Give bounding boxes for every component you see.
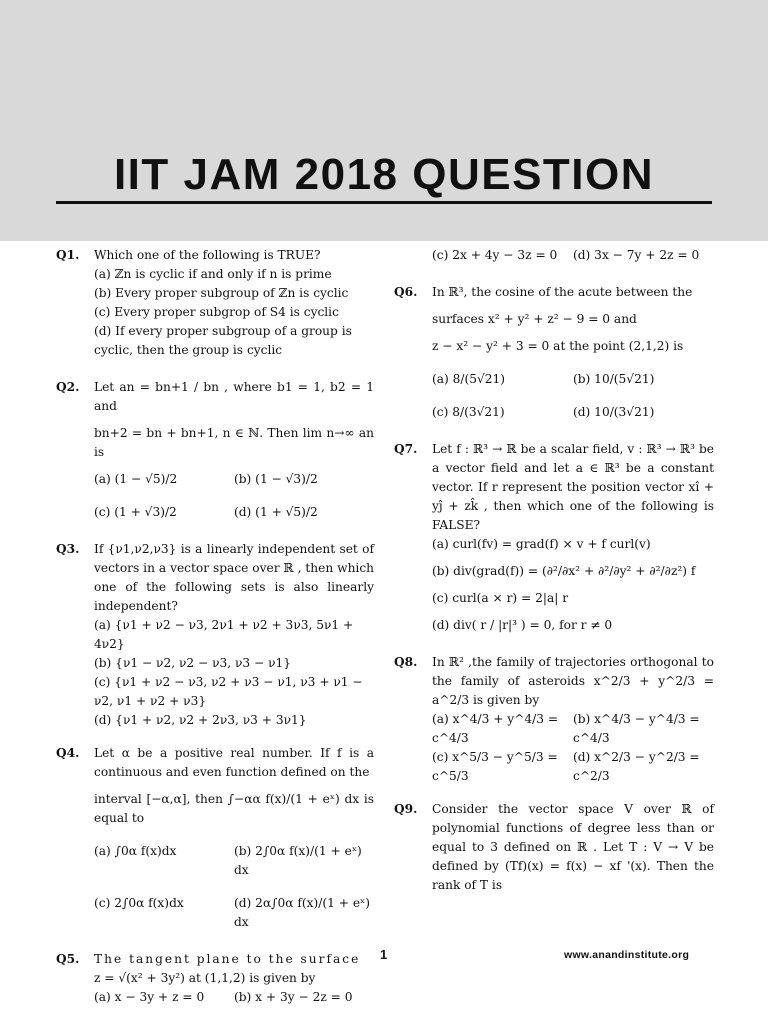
option-a: (a) {ν1 + ν2 − ν3, 2ν1 + ν2 + 3ν3, 5ν1 + 4ν2}: [94, 618, 354, 651]
question-number: Q8.: [394, 655, 418, 669]
options-row: [94, 503, 374, 522]
options-row: [432, 246, 714, 265]
option-a: (a) 8/(5√21): [432, 372, 506, 386]
option-a: (a) curl(fv) = grad(f) × v + f curl(v): [432, 537, 651, 551]
option-a: (a) x^4/3 + y^4/3 = c^4/3: [432, 712, 559, 745]
option-c: (c) {ν1 + ν2 − ν3, ν2 + ν3 − ν1, ν3 + ν1 − ν2, ν1 + ν2 + ν3}: [94, 675, 363, 708]
question-stem: Consider the vector space V over ℝ of polynomial functions of degree less than or equal to 3 defined on ℝ . Let T : V → V be defined by (Tf)(x) = f(x) − xf '(x). Then the rank of T is: [432, 802, 714, 892]
options-row: [94, 894, 374, 932]
option-b: (b) x^4/3 − y^4/3 = c^4/3: [573, 712, 700, 745]
question-8: [394, 653, 714, 786]
option-a: (a) x − 3y + z = 0: [94, 990, 205, 1004]
question-stem: In ℝ³, the cosine of the acute between the: [432, 285, 693, 299]
question-stem: Let an = bn+1 / bn , where b1 = 1, b2 = 1 and: [94, 380, 374, 413]
question-1: [56, 246, 374, 360]
website-url: www.anandinstitute.org: [564, 949, 690, 961]
option-d: (d) div( r / |r|³ ) = 0, for r ≠ 0: [432, 618, 613, 632]
title-rule: [56, 201, 712, 204]
question-stem-cont: interval [−α,α], then ∫−αα f(x)/(1 + eˣ) dx is equal to: [94, 792, 374, 825]
option-c: (c) 2x + 4y − 3z = 0: [432, 248, 558, 262]
option-c: (c) (1 + √3)/2: [94, 505, 177, 519]
option-c: (c) 8/(3√21): [432, 405, 505, 419]
page-number: 1: [380, 947, 388, 962]
option-a: (a) ℤn is cyclic if and only if n is prime: [94, 267, 332, 281]
options-row: [432, 748, 714, 786]
question-5: [56, 950, 374, 1007]
question-3: [56, 540, 374, 730]
header-band: [0, 0, 768, 241]
question-stem: Let α be a positive real number. If f is a continuous and even function defined on the: [94, 746, 374, 779]
question-stem: The tangent plane to the surface: [94, 952, 361, 966]
question-5-continued: [394, 246, 714, 265]
question-number: Q7.: [394, 442, 418, 456]
options-row: [94, 988, 374, 1007]
option-d: (d) {ν1 + ν2, ν2 + 2ν3, ν3 + 3ν1}: [94, 713, 307, 727]
options-row: [432, 403, 714, 422]
option-b: (b) div(grad(f)) = (∂²/∂x² + ∂²/∂y² + ∂²/∂z²) f: [432, 564, 696, 578]
option-c: (c) Every proper subgrop of S4 is cyclic: [94, 305, 339, 319]
question-9: [394, 800, 714, 895]
question-number: Q2.: [56, 380, 80, 394]
option-c: (c) curl(a × r) = 2|a| r: [432, 591, 569, 605]
option-d: (d) 10/(3√21): [573, 405, 655, 419]
question-stem: Which one of the following is TRUE?: [94, 248, 321, 262]
question-stem: Let f : ℝ³ → ℝ be a scalar field, v : ℝ³ → ℝ³ be a vector field and let a ∈ ℝ³ be a constant vector. If r represent the position vector xî + yĵ + zk̂ , then which one of the following is FALSE?: [432, 442, 714, 532]
question-number: Q9.: [394, 802, 418, 816]
question-number: Q3.: [56, 542, 80, 556]
option-d: (d) x^2/3 − y^2/3 = c^2/3: [573, 750, 700, 783]
options-row: [94, 470, 374, 489]
option-b: (b) (1 − √3)/2: [234, 472, 318, 486]
option-d: (d) 3x − 7y + 2z = 0: [573, 248, 700, 262]
question-7: [394, 440, 714, 635]
question-2: [56, 378, 374, 522]
question-stem-cont: z − x² − y² + 3 = 0 at the point (2,1,2) is: [432, 339, 684, 353]
question-number: Q4.: [56, 746, 80, 760]
option-b: (b) {ν1 − ν2, ν2 − ν3, ν3 − ν1}: [94, 656, 292, 670]
question-stem-cont: surfaces x² + y² + z² − 9 = 0 and: [432, 312, 637, 326]
option-b: (b) x + 3y − 2z = 0: [234, 990, 353, 1004]
right-column: [394, 246, 714, 895]
options-row: [432, 710, 714, 748]
option-a: (a) (1 − √5)/2: [94, 472, 178, 486]
question-4: [56, 744, 374, 932]
options-row: [94, 842, 374, 880]
question-number: Q1.: [56, 248, 80, 262]
option-c: (c) 2∫0α f(x)dx: [94, 896, 184, 910]
question-number: Q6.: [394, 285, 418, 299]
question-number: Q5.: [56, 952, 80, 966]
option-d: (d) If every proper subgroup of a group is cyclic, then the group is cyclic: [94, 324, 352, 357]
options-row: [432, 370, 714, 389]
option-b: (b) 10/(5√21): [573, 372, 655, 386]
option-d: (d) 2α∫0α f(x)/(1 + eˣ) dx: [234, 896, 370, 929]
question-stem-cont: z = √(x² + 3y²) at (1,1,2) is given by: [94, 971, 316, 985]
question-stem: If {ν1,ν2,ν3} is a linearly independent set of vectors in a vector space over ℝ , then which one of the following sets is also linearly independent?: [94, 542, 374, 613]
page-title: IIT JAM 2018 QUESTION: [113, 150, 655, 199]
option-d: (d) (1 + √5)/2: [234, 505, 318, 519]
option-b: (b) Every proper subgroup of ℤn is cyclic: [94, 286, 349, 300]
left-column: [56, 246, 374, 1007]
option-b: (b) 2∫0α f(x)/(1 + eˣ) dx: [234, 844, 362, 877]
question-stem-cont: bn+2 = bn + bn+1, n ∈ ℕ. Then lim n→∞ an is: [94, 426, 374, 459]
option-c: (c) x^5/3 − y^5/3 = c^5/3: [432, 750, 558, 783]
question-stem: In ℝ² ,the family of trajectories orthogonal to the family of asteroids x^2/3 + y^2/3 = a^2/3 is given by: [432, 655, 714, 707]
option-a: (a) ∫0α f(x)dx: [94, 844, 177, 858]
question-6: [394, 283, 714, 422]
